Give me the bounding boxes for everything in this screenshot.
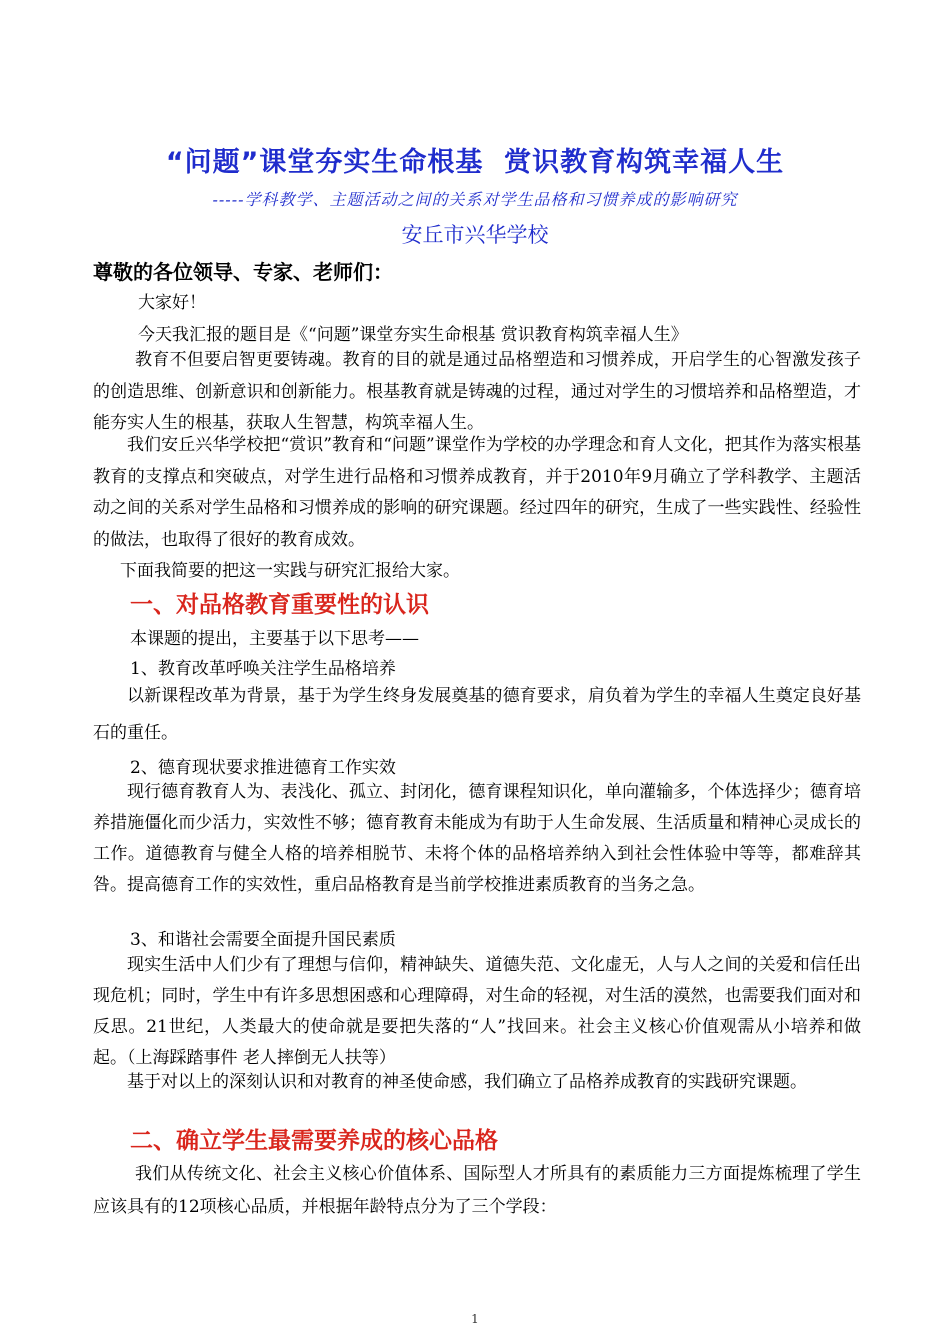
section-1-item-1-title: 1、教育改革呼唤关注学生品格培养 xyxy=(130,659,396,679)
section-1-item-3-title: 3、和谐社会需要全面提升国民素质 xyxy=(130,930,396,950)
page-number: 1 xyxy=(471,1312,479,1326)
section-1-lead: 本课题的提出，主要基于以下思考—— xyxy=(130,629,419,649)
document-subtitle: -----学科教学、主题活动之间的关系对学生品格和习惯养成的影响研究 xyxy=(212,190,738,209)
hello-line: 大家好！ xyxy=(138,293,206,313)
document-title: “问题”课堂夯实生命根基 赏识教育构筑幸福人生 xyxy=(165,147,785,178)
section-1-item-3-text: 现实生活中人们少有了理想与信仰，精神缺失、道德失范、文化虚无，人与人之间的关爱和信任出现危机；同时，学生中有许多思想困惑和心理障碍，对生命的轻视，对生活的漠然，也需要我们面对和反思。21世纪，人类最大的使命就是要把失落的“人”找回来。社会主义核心价值观需从小培养和做起。（上海踩踏事件 老人摔倒无人扶等） xyxy=(93,955,861,1068)
section-2-text: 我们从传统文化、社会主义核心价值体系、国际型人才所具有的素质能力三方面提炼梳理了学生应该具有的12项核心品质，并根据年龄特点分为了三个学段： xyxy=(93,1164,861,1217)
section-1-conclusion: 基于对以上的深刻认识和对教育的神圣使命感，我们确立了品格养成教育的实践研究课题。 xyxy=(127,1072,807,1092)
intro-paragraph-3: 下面我简要的把这一实践与研究汇报给大家。 xyxy=(120,561,460,581)
school-name: 安丘市兴华学校 xyxy=(401,223,549,247)
section-1-item-2-text: 现行德育教育人为、表浅化、孤立、封闭化，德育课程知识化，单向灌输多，个体选择少；德育培养措施僵化而少活力，实效性不够；德育教育未能成为有助于人生命发展、生活质量和精神心灵成长的工作。道德教育与健全人格的培养相脱节、未将个体的品格培养纳入到社会性体验中等等，都难辞其咎。提高德育工作的实效性，重启品格教育是当前学校推进素质教育的当务之急。 xyxy=(93,782,861,895)
topic-line: 今天我汇报的题目是《“问题”课堂夯实生命根基 赏识教育构筑幸福人生》 xyxy=(138,325,688,345)
section-2-heading: 二、确立学生最需要养成的核心品格 xyxy=(130,1128,498,1154)
greeting: 尊敬的各位领导、专家、老师们： xyxy=(93,260,393,284)
intro-paragraph-2: 我们安丘兴华学校把“赏识”教育和“问题”课堂作为学校的办学理念和育人文化，把其作为落实根基教育的支撑点和突破点，对学生进行品格和习惯养成教育，并于2010年9月确立了学科教学、主题活动之间的关系对学生品格和习惯养成的影响的研究课题。经过四年的研究，生成了一些实践性、经验性的做法，也取得了很好的教育成效。 xyxy=(93,435,861,550)
section-1-item-1-text: 以新课程改革为背景，基于为学生终身发展奠基的德育要求，肩负着为学生的幸福人生奠定良好基石的重任。 xyxy=(93,686,861,743)
section-1-item-2-title: 2、德育现状要求推进德育工作实效 xyxy=(130,758,396,778)
section-1-heading: 一、对品格教育重要性的认识 xyxy=(130,592,429,618)
intro-paragraph-1: 教育不但要启智更要铸魂。教育的目的就是通过品格塑造和习惯养成，开启学生的心智激发孩子的创造思维、创新意识和创新能力。根基教育就是铸魂的过程，通过对学生的习惯培养和品格塑造，才能夯实人生的根基，获取人生智慧，构筑幸福人生。 xyxy=(93,350,861,433)
